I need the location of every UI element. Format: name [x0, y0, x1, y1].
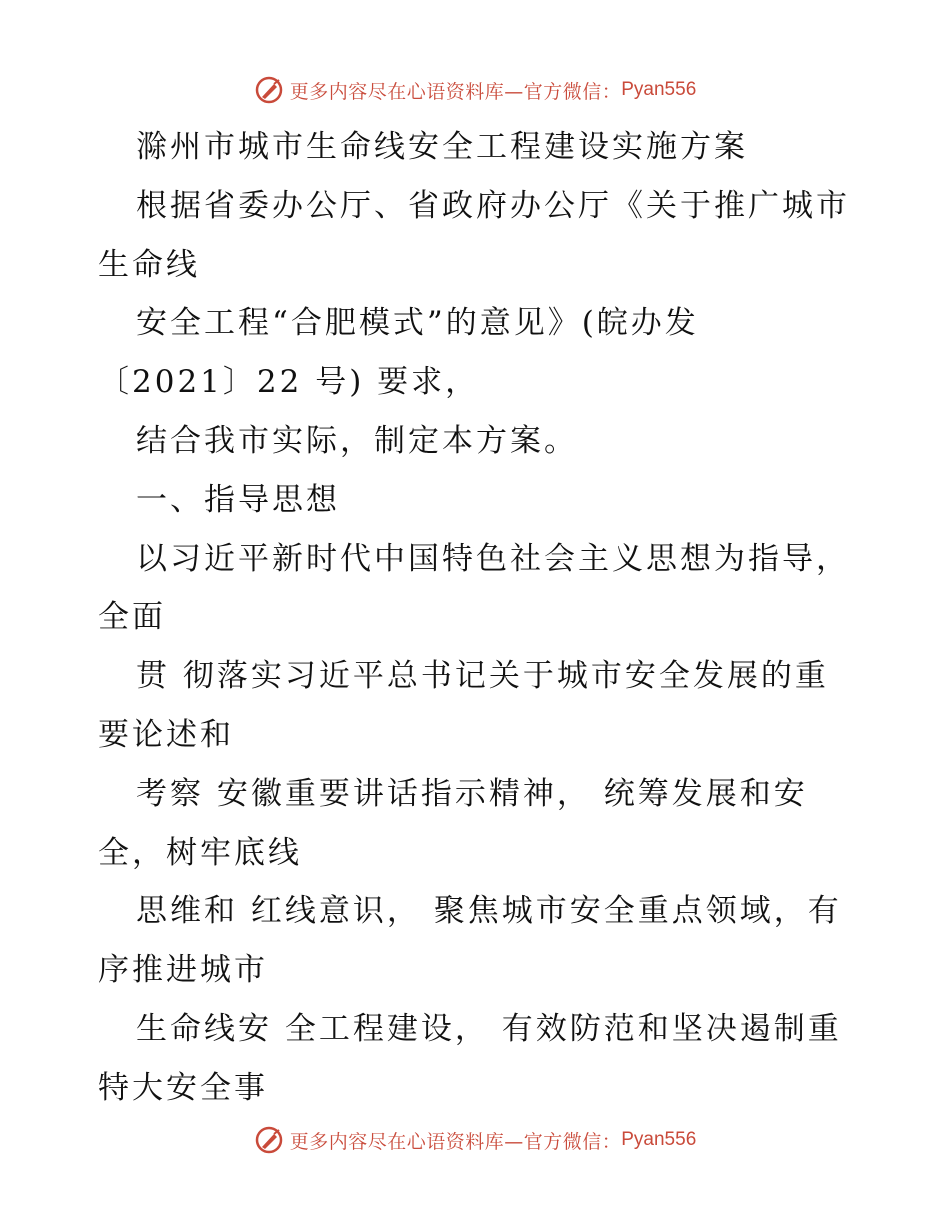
text-line: 序推进城市 [98, 952, 268, 989]
text-line: 考察 安徽重要讲话指示精神， 统筹发展和安 [136, 775, 808, 812]
text-line: 特大安全事 [98, 1069, 268, 1106]
text-line: 全，树牢底线 [98, 834, 302, 871]
text-line: 生命线 [98, 246, 200, 283]
watermark-handle: Pyan556 [621, 79, 697, 100]
header-watermark [0, 70, 950, 110]
text-line: 思维和 红线意识， 聚焦城市安全重点领域，有 [136, 893, 842, 930]
text-line: 以习近平新时代中国特色社会主义思想为指导， [136, 540, 850, 577]
watermark-handle: Pyan556 [621, 1129, 697, 1150]
text-line: 滁州市城市生命线安全工程建设实施方案 [136, 129, 748, 165]
text-line: 贯 彻落实习近平总书记关于城市安全发展的重 [136, 658, 829, 695]
text-line: 要论述和 [98, 716, 234, 753]
text-line: 一、指导思想 [136, 481, 340, 518]
document-body [98, 118, 888, 1118]
watermark-text: 更多内容尽在心语资料库—官方微信： [289, 80, 622, 103]
text-line: 全面 [98, 599, 166, 636]
text-line: 〔2021〕22 号) 要求， [98, 364, 480, 401]
text-line: 结合我市实际，制定本方案。 [136, 422, 578, 459]
quill-logo-icon [254, 1125, 284, 1155]
quill-logo-icon [254, 75, 284, 105]
watermark-text: 更多内容尽在心语资料库—官方微信： [289, 1130, 622, 1153]
text-line: 根据省委办公厅、省政府办公厅《关于推广城市 [136, 187, 850, 224]
footer-watermark [0, 1120, 950, 1160]
text-line: 安全工程“合肥模式”的意见》(皖办发 [136, 305, 699, 342]
text-line: 生命线安 全工程建设， 有效防范和坚决遏制重 [136, 1010, 842, 1047]
